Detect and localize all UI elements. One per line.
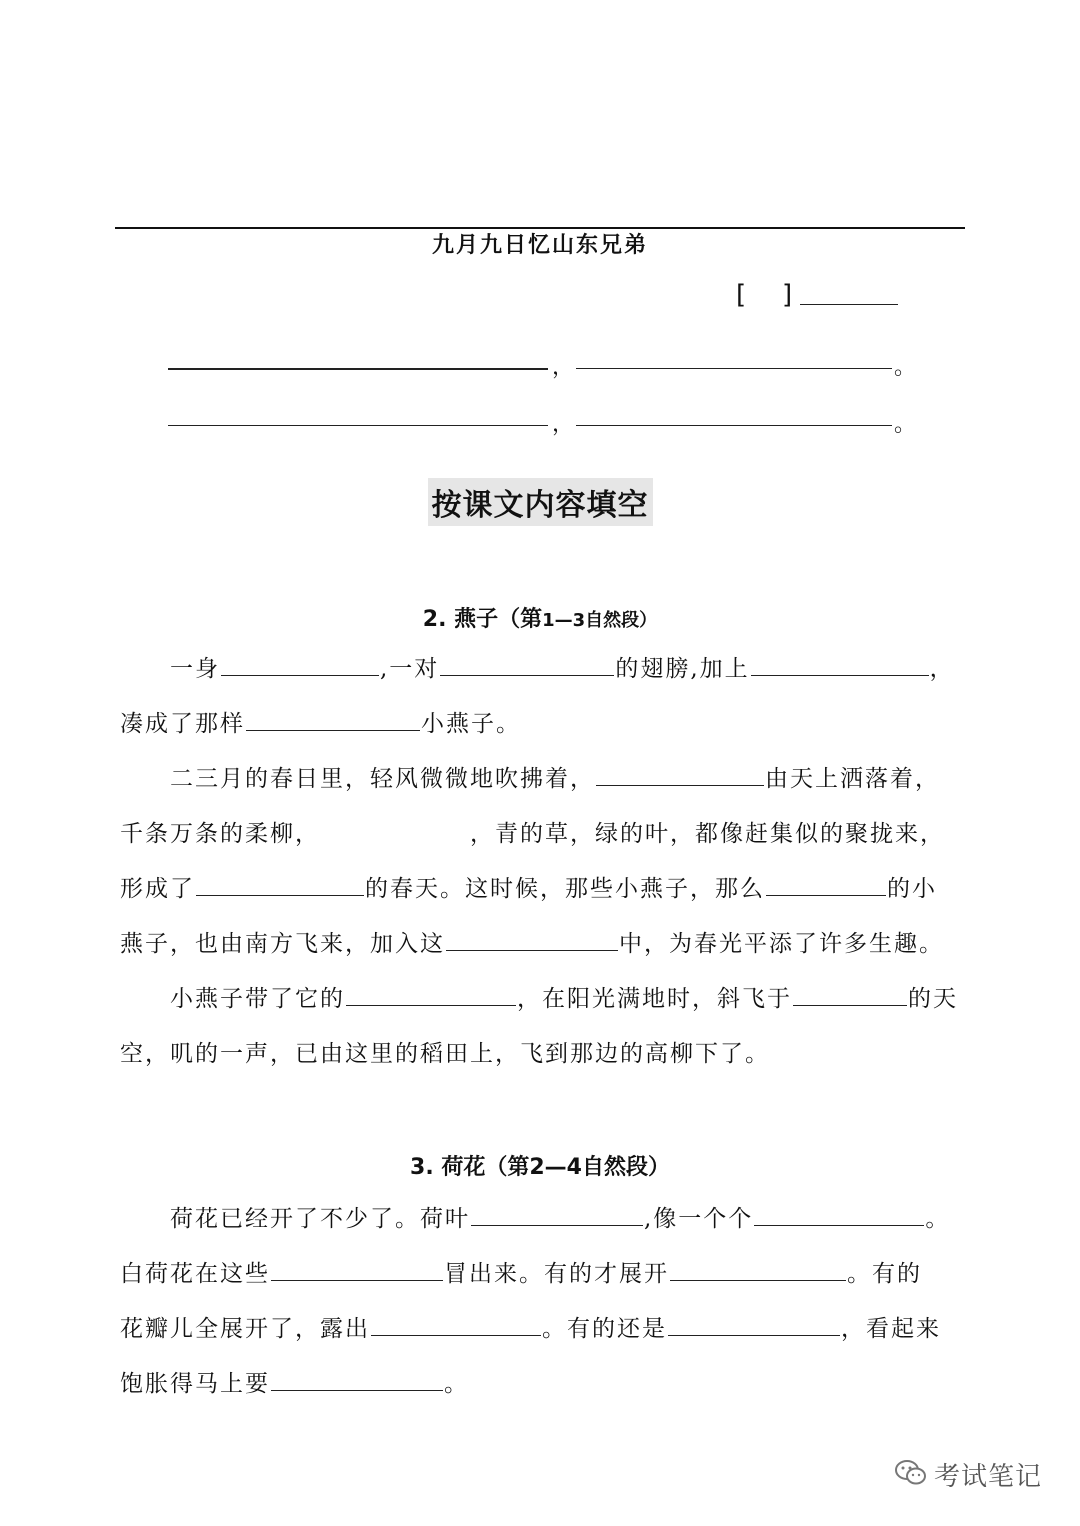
text: 荷花已经开了不少了。荷叶: [170, 1206, 470, 1232]
text: 千条万条的柔柳，: [120, 821, 320, 847]
text: 的天: [908, 986, 958, 1012]
text: 饱胀得马上要: [120, 1371, 270, 1397]
section-title: [0, 478, 1080, 526]
blank[interactable]: [751, 653, 929, 676]
poem-title: 九月九日忆山东兄弟: [431, 233, 648, 258]
yanzi-line-2: [120, 707, 980, 741]
blank[interactable]: [668, 1313, 840, 1336]
hehua-line-4: [120, 1367, 980, 1401]
section-title-text: 按课文内容填空: [428, 478, 653, 526]
yanzi-line-4: [120, 817, 980, 851]
text: 一身: [170, 656, 220, 682]
text: 。有的: [847, 1261, 922, 1287]
blank[interactable]: [271, 1258, 443, 1281]
yanzi-line-5: [120, 872, 980, 906]
text: 由天上洒落着，: [765, 766, 940, 792]
text: 。: [925, 1206, 951, 1232]
blank[interactable]: [221, 653, 379, 676]
yanzi-line-3: [170, 762, 1030, 796]
text: 冒出来。有的才展开: [444, 1261, 669, 1287]
yanzi-line-7: [170, 982, 1030, 1016]
poem-line1-period: 。: [894, 355, 917, 380]
poem-line2-period: 。: [894, 412, 917, 437]
text: 。: [444, 1371, 469, 1397]
yanzi-title-main: 2. 燕子（第: [422, 607, 543, 632]
text: 空，叽的一声，已由这里的稻田上，飞到那边的高柳下了。: [120, 1041, 770, 1067]
text: 花瓣儿全展开了，露出: [120, 1316, 370, 1342]
blank[interactable]: [196, 873, 364, 896]
hehua-line-1: [170, 1202, 1030, 1236]
hehua-title: 3. 荷花（第2—4自然段）: [410, 1155, 670, 1180]
poem-line2-comma: ，: [552, 412, 575, 437]
poem-line1-blank-a[interactable]: [168, 368, 548, 370]
text: ,像一个个: [644, 1206, 754, 1232]
watermark-text: 考试笔记: [933, 1462, 1042, 1492]
blank[interactable]: [446, 928, 618, 951]
text: 二三月的春日里，轻风微微地吹拂着，: [170, 766, 595, 792]
poem-line1-comma: ，: [552, 355, 575, 380]
text: ，看起来: [841, 1316, 941, 1342]
text: ,一对: [380, 656, 440, 682]
text: 小燕子带了它的: [170, 986, 345, 1012]
blank[interactable]: [271, 1368, 443, 1391]
text: 燕子，也由南方飞来，加入这: [120, 931, 445, 957]
text: 的小: [887, 876, 937, 902]
blank[interactable]: [371, 1313, 541, 1336]
author-blank[interactable]: [800, 304, 898, 305]
yanzi-line-8: [120, 1037, 980, 1071]
text: 的翅膀,加上: [615, 656, 750, 682]
yanzi-title: [0, 602, 1080, 633]
poem-line2-blank-b[interactable]: [576, 425, 892, 426]
wechat-icon: [894, 1458, 928, 1492]
text: ，青的草，绿的叶，都像赶集似的聚拢来，: [470, 821, 945, 847]
text: ，: [929, 656, 955, 682]
blank[interactable]: [440, 653, 614, 676]
hehua-line-2: [120, 1257, 980, 1291]
text: ，在阳光满地时，斜飞于: [517, 986, 792, 1012]
watermark: [894, 1456, 1042, 1493]
blank[interactable]: [246, 708, 420, 731]
text: 中，为春光平添了许多生趣。: [619, 931, 944, 957]
blank[interactable]: [471, 1203, 643, 1226]
dynasty-bracket-close: ]: [782, 280, 793, 310]
hehua-line-3: [120, 1312, 980, 1346]
text: 形成了: [120, 876, 195, 902]
text: 的春天。这时候，那些小燕子，那么: [365, 876, 765, 902]
text: 白荷花在这些: [120, 1261, 270, 1287]
yanzi-line-6: [120, 927, 980, 961]
text: 。有的还是: [542, 1316, 667, 1342]
text: 凑成了那样: [120, 711, 245, 737]
blank[interactable]: [670, 1258, 846, 1281]
yanzi-title-range: 1—3自然段）: [542, 610, 658, 631]
blank[interactable]: [754, 1203, 924, 1226]
blank[interactable]: [346, 983, 516, 1006]
blank[interactable]: [793, 983, 907, 1006]
blank[interactable]: [596, 763, 764, 786]
yanzi-line-1: [170, 652, 1030, 686]
text: 小燕子。: [421, 711, 521, 737]
poem-line2-blank-a[interactable]: [168, 425, 548, 426]
blank[interactable]: [766, 873, 886, 896]
poem-line1-blank-b[interactable]: [576, 368, 892, 369]
dynasty-bracket-open: [: [736, 280, 747, 310]
